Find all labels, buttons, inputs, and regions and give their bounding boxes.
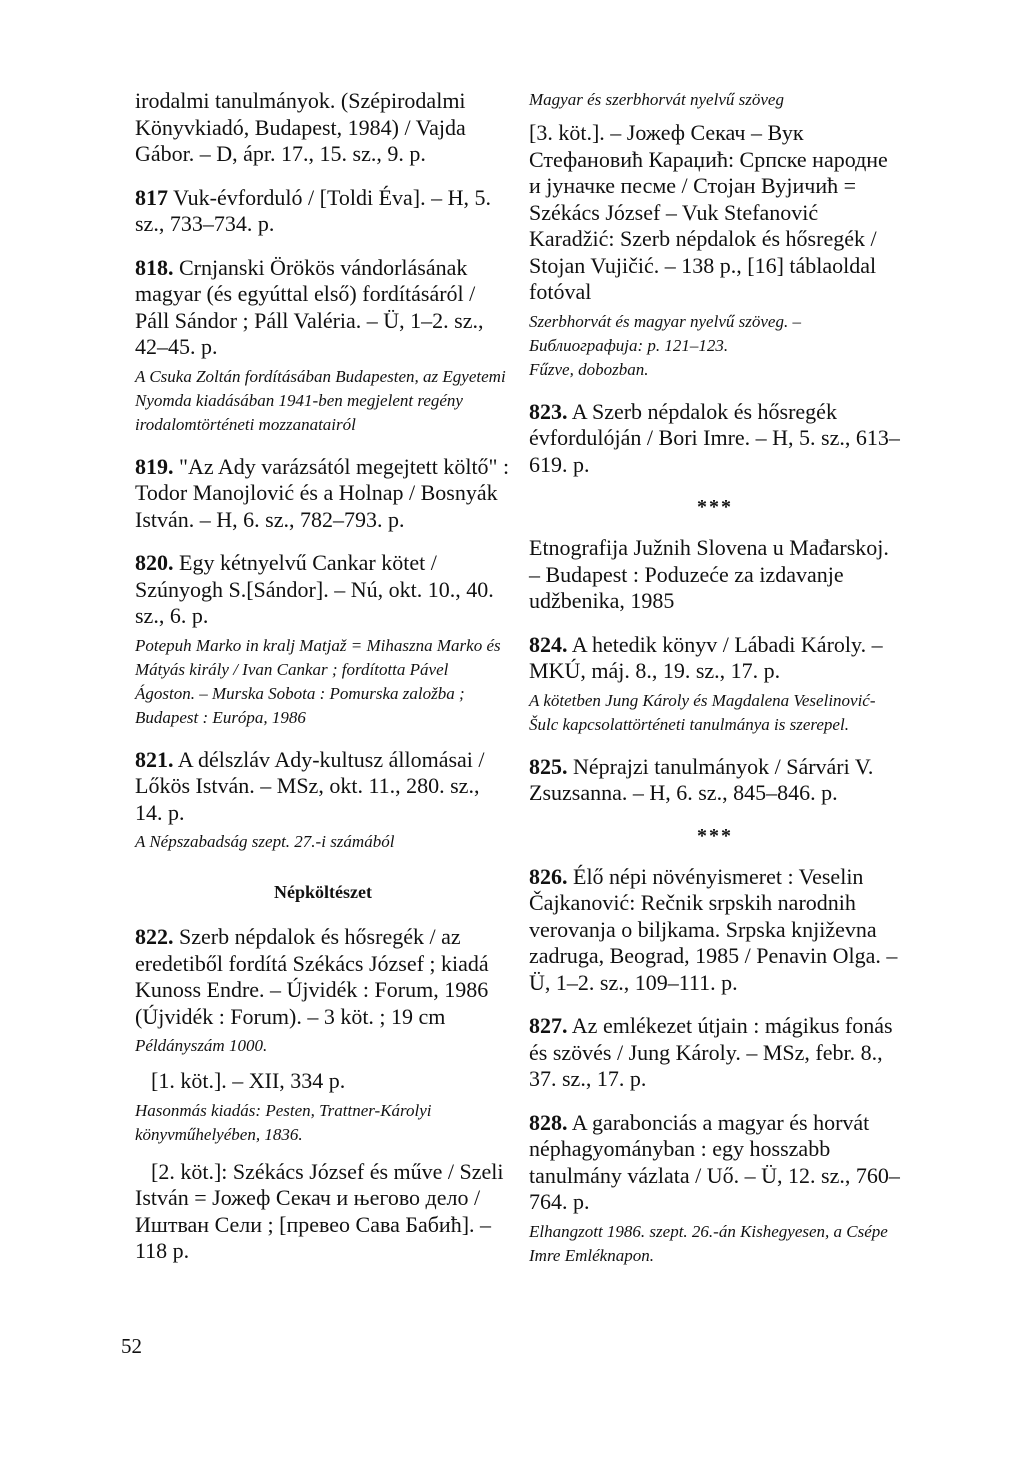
volume-3 (529, 120, 901, 382)
entry-note: A kötetben Jung Károly és Magdalena Veselinović-Šulc kapcsolattörténeti tanulmánya is szerepel. (529, 690, 876, 734)
entry-number: 820. (135, 550, 174, 575)
left-column (135, 88, 511, 1282)
entry-text: Crnjanski Örökös vándorlásának magyar (és egyúttal első) fordításáról / Páll Sándor ; Páll Valéria. – Ü, 1–2. sz., 42–45. p. (135, 254, 484, 359)
entry-continuation: irodalmi tanulmányok. (Szépirodalmi Könyvkiadó, Budapest, 1984) / Vajda Gábor. – D, ápr. 17., 15. sz., 9. p. (135, 88, 466, 166)
entry-828 (529, 1110, 901, 1268)
volume-binding-note: Fűzve, dobozban. (529, 359, 649, 379)
volume-note: Szerbhorvát és magyar nyelvű szöveg. – Библиографија: p. 121–123. (529, 311, 801, 355)
entry-823 (529, 399, 901, 479)
entry-826 (529, 864, 901, 997)
volume-text: [2. köt.]: Székács József és műve / Szeli István = Јожеф Секач и његово дело / Иштван Сели ; [превео Сава Бабић]. – 118 p. (135, 1158, 504, 1263)
entry-text: Az emlékezet útjain : mágikus fonás és szövés / Jung Károly. – MSz, febr. 8., 37. sz., 17. p. (529, 1013, 893, 1091)
entry-821 (135, 747, 511, 855)
entry-text: Egy kétnyelvű Cankar kötet / Szúnyogh S.[Sándor]. – Nú, okt. 10., 40. sz., 6. p. (135, 550, 494, 628)
entry-825 (529, 754, 901, 807)
entry-text: Szerb népdalok és hősregék / az eredetiből fordítá Székács József ; kiadá Kunoss Endre. – Újvidék : Forum, 1986 (Újvidék : Forum). – 3 köt. ; 19 cm (135, 924, 489, 1029)
entry-note: Példányszám 1000. (135, 1036, 268, 1055)
entry-number: 818. (135, 254, 174, 280)
entry-827 (529, 1013, 901, 1093)
entry-number: 824. (529, 631, 568, 657)
entry-note: A Népszabadság szept. 27.-i számából (135, 832, 395, 851)
entry-number: 822. (135, 924, 174, 949)
section-separator: *** (697, 824, 733, 847)
entry-number: 823. (529, 398, 568, 424)
entry-824 (529, 632, 901, 737)
entry-text: Élő népi növényismeret : Veselin Čajkanović: Rečnik srpskih narodnih verovanja o biljkama. Srpska književna zadruga, Beograd, 1985 / Penavin Olga. – Ü, 1–2. sz., 109–111. p. (529, 863, 898, 995)
entry-817 (135, 185, 511, 238)
book-entry: Etnografija Južnih Slovena u Mađarskoj. – Budapest : Poduzeće za izdavanje udžbenika, 1985 (529, 535, 889, 613)
entry-819 (135, 454, 511, 534)
page-number: 52 (121, 1334, 142, 1358)
entry-text: A Szerb népdalok és hősregék évfordulóján / Bori Imre. – H, 5. sz., 613–619. p. (529, 398, 900, 477)
volume-text: [1. köt.]. – XII, 334 p. (151, 1068, 346, 1093)
entry-text: A délszláv Ady-kultusz állomásai / Lőkös István. – MSz, okt. 11., 280. sz., 14. p. (135, 746, 485, 825)
section-heading: Népköltészet (274, 882, 372, 902)
volume-lang-note: Magyar és szerbhorvát nyelvű szöveg (529, 90, 784, 109)
entry-number: 819. (135, 453, 174, 479)
entry-text: A garabonciás a magyar és horvát néphagyományban : egy hosszabb tanulmány vázlata / Uő. – Ü, 12. sz., 760–764. p. (529, 1109, 900, 1214)
right-column (529, 88, 901, 1268)
volume-text: [3. köt.]. – Јожеф Секач – Вук Стефановић Караџић: Српске народне и јуначке песме / Стојан Вујичић = Székács József – Vuk Stefanović Karadžić: Szerb népdalok és hősregék / Stojan Vujičić. – 138 p., [16] táblaoldal fotóval (529, 120, 888, 304)
entry-note: A Csuka Zoltán fordításában Budapesten, az Egyetemi Nyomda kiadásában 1941-ben megjelent regény irodalomtörténeti mozzanatairól (135, 366, 506, 434)
entry-text: "Az Ady varázsától megejtett költő" : Todor Manojlović és a Holnap / Bosnyák István. – H, 6. sz., 782–793. p. (135, 453, 510, 532)
volume-note: Hasonmás kiadás: Pesten, Trattner-Károlyi könyvműhelyében, 1836. (135, 1100, 432, 1144)
entry-note: Elhangzott 1986. szept. 26.-án Kishegyesen, a Csépe Imre Emléknapon. (529, 1221, 888, 1265)
entry-note: Potepuh Marko in kralj Matjaž = Mihaszna Marko és Mátyás király / Ivan Cankar ; fordította Pável Ágoston. – Murska Sobota : Pomurska založba ; Budapest : Európa, 1986 (135, 635, 501, 727)
entry-number: 827. (529, 1013, 568, 1038)
volume-1 (135, 1068, 511, 1147)
entry-text: Néprajzi tanulmányok / Sárvári V. Zsuzsanna. – H, 6. sz., 845–846. p. (529, 753, 874, 805)
entry-number: 817 (135, 184, 168, 210)
entry-number: 825. (529, 753, 568, 779)
entry-text: Vuk-évforduló / [Toldi Éva]. – H, 5. sz., 733–734. p. (135, 184, 492, 236)
volume-2 (135, 1159, 511, 1265)
entry-number: 828. (529, 1109, 568, 1135)
entry-820 (135, 550, 511, 730)
entry-818 (135, 255, 511, 437)
entry-822 (135, 924, 511, 1058)
entry-number: 821. (135, 746, 174, 772)
section-separator: *** (697, 496, 733, 518)
entry-number: 826. (529, 863, 568, 889)
entry-text: A hetedik könyv / Lábadi Károly. – MKÚ, máj. 8., 19. sz., 17. p. (529, 631, 883, 683)
